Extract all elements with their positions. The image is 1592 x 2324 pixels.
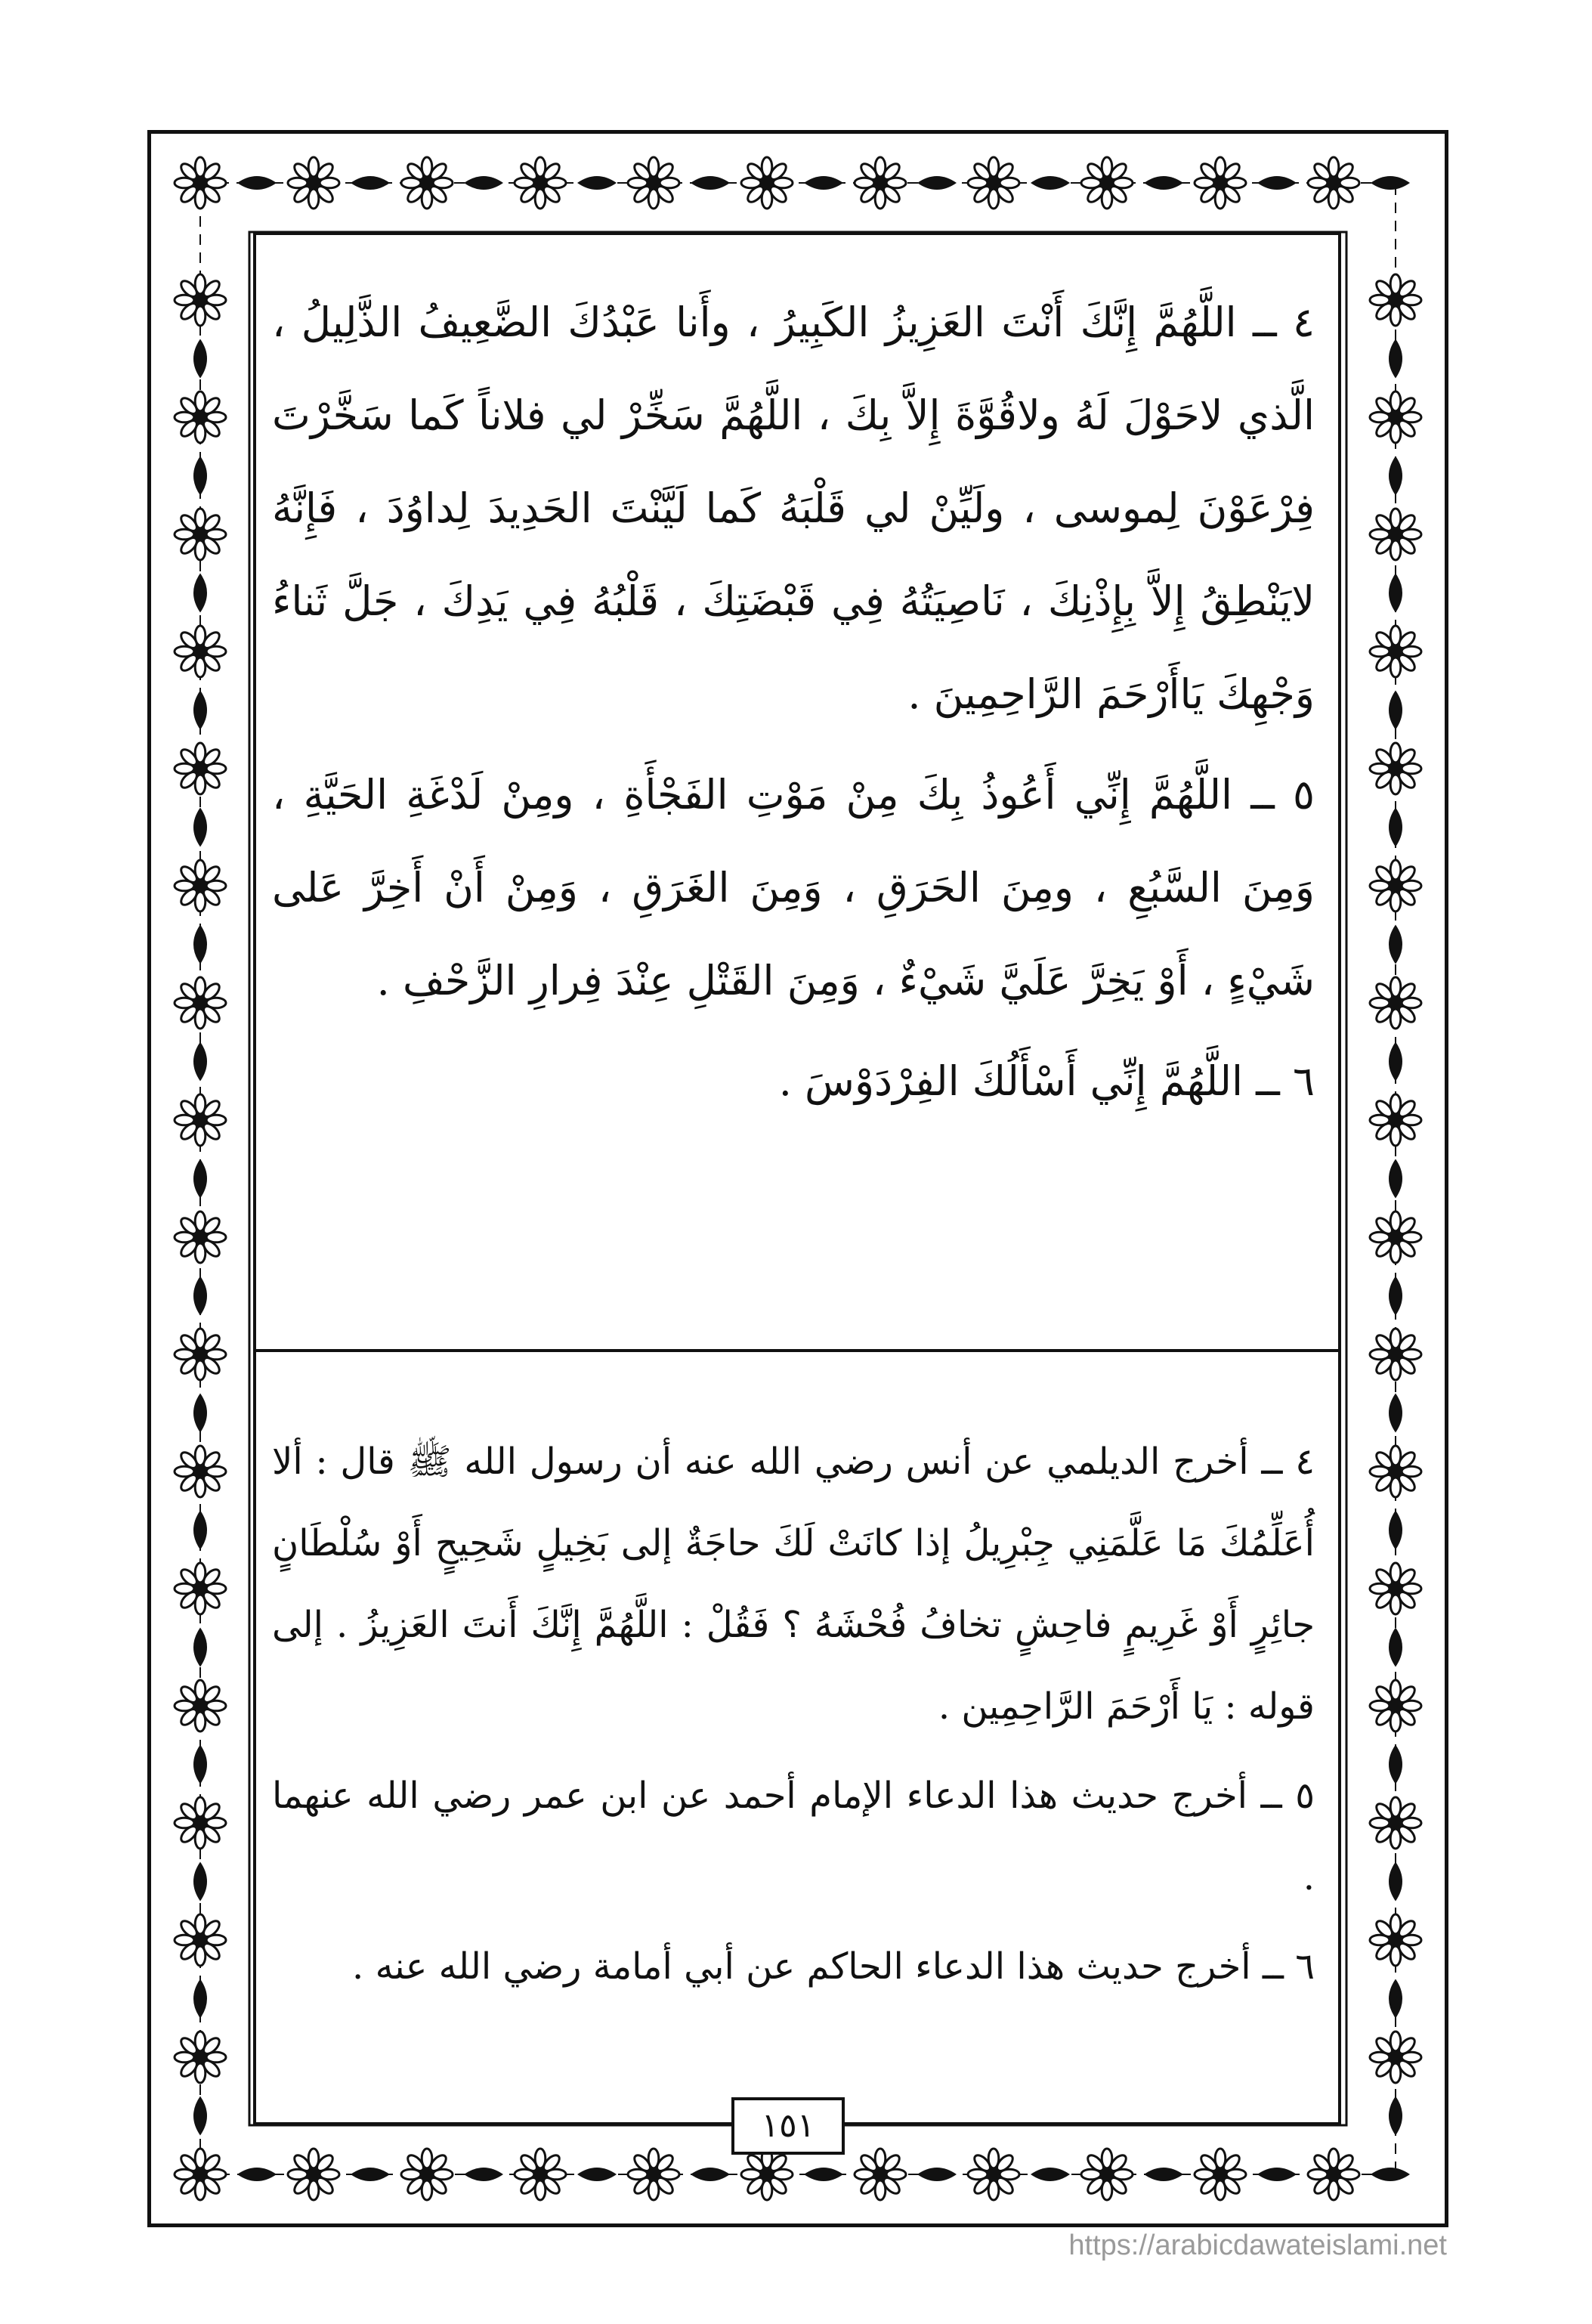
flower-ornament-icon <box>175 977 226 1029</box>
flower-ornament-icon <box>175 1797 226 1849</box>
flower-ornament-icon <box>175 1680 226 1731</box>
leaf-ornament-icon <box>193 574 207 613</box>
leaf-ornament-icon <box>577 176 617 190</box>
leaf-ornament-icon <box>1389 925 1402 964</box>
flower-ornament-icon <box>175 509 226 560</box>
flower-ornament-icon <box>1081 157 1133 209</box>
leaf-ornament-icon <box>691 2168 730 2181</box>
leaf-ornament-icon <box>804 176 843 190</box>
leaf-ornament-icon <box>193 1042 207 1082</box>
leaf-ornament-icon <box>193 1159 207 1199</box>
flower-ornament-icon <box>1370 977 1421 1029</box>
flower-ornament-icon <box>175 274 226 326</box>
flower-ornament-icon <box>1370 1680 1421 1731</box>
flower-ornament-icon <box>1370 2032 1421 2083</box>
leaf-ornament-icon <box>1144 176 1183 190</box>
flower-ornament-icon <box>1370 860 1421 911</box>
flower-ornament-icon <box>741 157 793 209</box>
leaf-ornament-icon <box>1257 2168 1297 2181</box>
leaf-ornament-icon <box>917 176 957 190</box>
flower-ornament-icon <box>1081 2149 1133 2200</box>
flower-ornament-icon <box>288 157 339 209</box>
flower-ornament-icon <box>1308 2149 1359 2200</box>
leaf-ornament-icon <box>1389 1628 1402 1667</box>
watermark-url: https://arabicdawateislami.net <box>1068 2230 1447 2261</box>
leaf-ornament-icon <box>1389 1276 1402 1316</box>
flower-ornament-icon <box>1370 391 1421 443</box>
leaf-ornament-icon <box>1031 2168 1070 2181</box>
leaf-ornament-icon <box>193 1276 207 1316</box>
flower-ornament-icon <box>855 157 906 209</box>
leaf-ornament-icon <box>917 2168 957 2181</box>
flower-ornament-icon <box>175 2149 226 2200</box>
flower-ornament-icon <box>401 2149 453 2200</box>
leaf-ornament-icon <box>351 2168 390 2181</box>
leaf-ornament-icon <box>193 1979 207 2019</box>
leaf-ornament-icon <box>193 1745 207 1784</box>
footnotes <box>272 1421 1315 2015</box>
leaf-ornament-icon <box>1389 1159 1402 1199</box>
leaf-ornament-icon <box>464 176 503 190</box>
flower-ornament-icon <box>968 2149 1019 2200</box>
leaf-ornament-icon <box>1389 2097 1402 2136</box>
flower-ornament-icon <box>1370 1797 1421 1849</box>
leaf-ornament-icon <box>1389 1979 1402 2019</box>
flower-ornament-icon <box>288 2149 339 2200</box>
flower-ornament-icon <box>855 2149 906 2200</box>
flower-ornament-icon <box>175 1446 226 1497</box>
leaf-ornament-icon <box>1389 808 1402 847</box>
leaf-ornament-icon <box>1389 574 1402 613</box>
flower-ornament-icon <box>1308 157 1359 209</box>
prayer-paragraph-5: ٥ ــ اللَّهُمَّ إِنِّي أَعُوذُ بِكَ مِنْ مَوْتِ الفَجْأَةِ ، ومِنْ لَدْغَةِ الحَيَّةِ ، وَمِنَ السَّبُعِ ، ومِنَ الحَرَقِ ، وَمِنَ الغَرَقِ ، وَمِنْ أَنْ أَخِرَّ عَلى شَيْءٍ ، أَوْ يَخِرَّ عَلَيَّ شَيْءٌ ، وَمِنَ القَتْلِ عِنْدَ فِرارِ الزَّحْفِ . <box>272 771 1315 1004</box>
flower-ornament-icon <box>175 626 226 677</box>
flower-ornament-icon <box>515 2149 566 2200</box>
footnote-4: ٤ ــ أخرج الديلمي عن أنس رضي الله عنه أن رسول الله ﷺ قال : ألا أُعَلِّمُكَ مَا عَلَّمَنِي جِبْرِيلُ إذا كانَتْ لَكَ حاجَةٌ إلى بَخِيلٍ شَحِيحٍ أَوْ سُلْطَانٍ جائِرٍ أَوْ غَرِيمٍ فاحِشٍ تخافُ فُحْشَهُ ؟ فَقُلْ : اللَّهُمَّ إِنَّكَ أَنتَ العَزِيزُ . إلى قوله : يَا أَرْحَمَ الرَّاحِمِين . <box>272 1441 1315 1728</box>
flower-ornament-icon <box>1195 157 1246 209</box>
footnote-divider <box>253 1349 1341 1352</box>
leaf-ornament-icon <box>193 691 207 730</box>
flower-ornament-icon <box>1370 1329 1421 1380</box>
leaf-ornament-icon <box>237 2168 277 2181</box>
flower-ornament-icon <box>1370 626 1421 677</box>
flower-ornament-icon <box>1370 509 1421 560</box>
prayer-paragraph-4: ٤ ــ اللَّهُمَّ إِنَّكَ أَنْتَ العَزِيزُ الكَبِيرُ ، وأَنا عَبْدُكَ الضَّعِيفُ الذَّلِيلُ ، الَّذي لاحَوْلَ لَهُ ولاقُوَّةَ إِلاَّ بِكَ ، اللَّهُمَّ سَخِّرْ لي فلاناً كَما سَخَّرْتَ فِرْعَوْنَ لِموسى ، ولَيِّنْ لي قَلْبَهُ كَما لَيَّنْتَ الحَدِيدَ لِداوُدَ ، فَإِنَّهُ لايَنْطِقُ إِلاَّ بِإِذْنِكَ ، نَاصِيَتُهُ فِي قَبْضَتِكَ ، قَلْبُهُ فِي يَدِكَ ، جَلَّ ثَناءُ وَجْهِكَ يَاأَرْحَمَ الرَّاحِمِينَ . <box>272 299 1315 718</box>
flower-ornament-icon <box>1195 2149 1246 2200</box>
leaf-ornament-icon <box>1389 339 1402 379</box>
flower-ornament-icon <box>1370 1563 1421 1614</box>
flower-ornament-icon <box>175 1329 226 1380</box>
leaf-ornament-icon <box>351 176 390 190</box>
leaf-ornament-icon <box>193 1862 207 1902</box>
leaf-ornament-icon <box>237 176 277 190</box>
flower-ornament-icon <box>175 860 226 911</box>
leaf-ornament-icon <box>193 808 207 847</box>
leaf-ornament-icon <box>1389 691 1402 730</box>
flower-ornament-icon <box>1370 1914 1421 1966</box>
flower-ornament-icon <box>741 2149 793 2200</box>
flower-ornament-icon <box>175 743 226 794</box>
flower-ornament-icon <box>515 157 566 209</box>
flower-ornament-icon <box>1370 743 1421 794</box>
leaf-ornament-icon <box>1389 1042 1402 1082</box>
leaf-ornament-icon <box>1371 176 1410 190</box>
leaf-ornament-icon <box>1144 2168 1183 2181</box>
leaf-ornament-icon <box>1389 1394 1402 1433</box>
page-number: ١٥١ <box>731 2097 845 2155</box>
leaf-ornament-icon <box>1371 2168 1410 2181</box>
leaf-ornament-icon <box>1257 176 1297 190</box>
leaf-ornament-icon <box>1389 456 1402 496</box>
leaf-ornament-icon <box>193 456 207 496</box>
footnote-6: ٦ ــ أخرج حديث هذا الدعاء الحاكم عن أبي أمامة رضي الله عنه . <box>352 1945 1315 1988</box>
leaf-ornament-icon <box>193 2097 207 2136</box>
flower-ornament-icon <box>175 1212 226 1263</box>
prayer-paragraph-6: ٦ ــ اللَّهُمَّ إِنِّي أَسْأَلُكَ الفِرْدَوْسَ . <box>778 1057 1315 1105</box>
flower-ornament-icon <box>628 2149 679 2200</box>
leaf-ornament-icon <box>193 1511 207 1550</box>
flower-ornament-icon <box>175 2032 226 2083</box>
leaf-ornament-icon <box>691 176 730 190</box>
leaf-ornament-icon <box>1389 1862 1402 1902</box>
flower-ornament-icon <box>628 157 679 209</box>
leaf-ornament-icon <box>1389 1745 1402 1784</box>
flower-ornament-icon <box>1370 1094 1421 1146</box>
leaf-ornament-icon <box>464 2168 503 2181</box>
flower-ornament-icon <box>1370 274 1421 326</box>
leaf-ornament-icon <box>193 339 207 379</box>
leaf-ornament-icon <box>1031 176 1070 190</box>
flower-ornament-icon <box>175 1094 226 1146</box>
flower-ornament-icon <box>1370 1446 1421 1497</box>
footnote-5: ٥ ــ أخرج حديث هذا الدعاء الإمام أحمد عن ابن عمر رضي الله عنهما . <box>272 1775 1315 1899</box>
leaf-ornament-icon <box>804 2168 843 2181</box>
flower-ornament-icon <box>401 157 453 209</box>
flower-ornament-icon <box>175 1563 226 1614</box>
flower-ornament-icon <box>968 157 1019 209</box>
flower-ornament-icon <box>175 1914 226 1966</box>
flower-ornament-icon <box>1370 1212 1421 1263</box>
flower-ornament-icon <box>175 157 226 209</box>
leaf-ornament-icon <box>193 1628 207 1667</box>
leaf-ornament-icon <box>577 2168 617 2181</box>
main-text <box>272 276 1315 1135</box>
leaf-ornament-icon <box>193 1394 207 1433</box>
flower-ornament-icon <box>175 391 226 443</box>
leaf-ornament-icon <box>1389 1511 1402 1550</box>
leaf-ornament-icon <box>193 925 207 964</box>
